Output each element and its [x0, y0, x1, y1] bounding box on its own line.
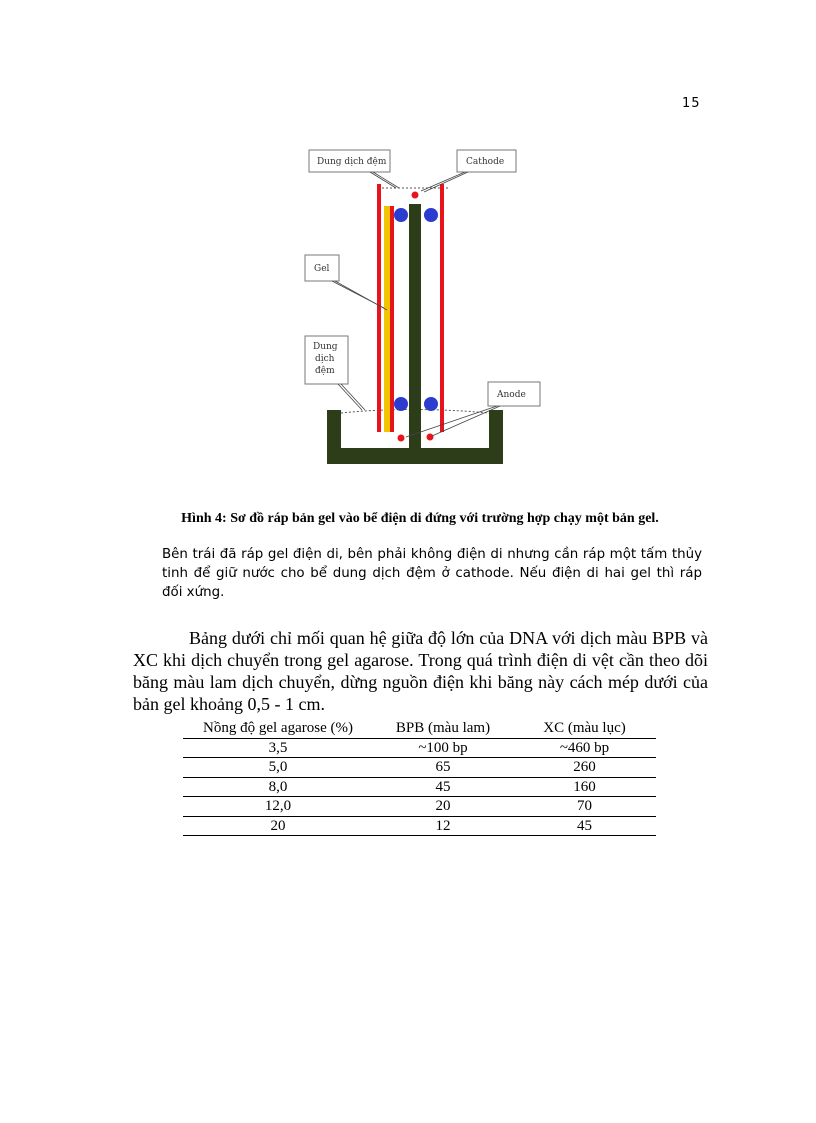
- table-cell: 45: [513, 816, 656, 836]
- callout-cathode: Cathode: [466, 157, 505, 167]
- callout-line-buffer-bottom: [338, 384, 362, 410]
- table-cell: 5,0: [183, 758, 373, 778]
- table-cell: 12: [373, 816, 513, 836]
- diagram-svg: [300, 148, 550, 468]
- cathode-electrode: [412, 192, 419, 199]
- table-row: [183, 777, 656, 797]
- table-row: [183, 816, 656, 836]
- table-cell: 65: [373, 758, 513, 778]
- table-cell: 70: [513, 797, 656, 817]
- callout-gel: Gel: [314, 264, 330, 274]
- table-cell: 20: [373, 797, 513, 817]
- figure-title-text: : Sơ đồ ráp bản gel vào bể điện di đứng với trường hợp chạy một bản gel.: [222, 511, 659, 526]
- callout-buffer-bottom-1: Dung: [313, 342, 338, 352]
- glass-plate-inner: [390, 206, 394, 432]
- comb-center: [409, 204, 421, 464]
- glass-plate-left: [377, 184, 381, 432]
- gel-layer: [384, 206, 390, 432]
- page-number: 15: [682, 96, 701, 111]
- figure-label: Hình 4: [181, 511, 223, 526]
- table-cell: 45: [373, 777, 513, 797]
- anode-electrode-right: [427, 434, 434, 441]
- body-paragraph: [133, 627, 708, 715]
- table-cell: 260: [513, 758, 656, 778]
- figure-description: Bên trái đã ráp gel điện di, bên phải không điện di nhưng cần ráp một tấm thủy tinh để giữ nước cho bể dung dịch đệm ở cathode. Nếu điện di hai gel thì ráp đối xứng.: [162, 547, 702, 600]
- table-cell: ~100 bp: [373, 738, 513, 758]
- body-paragraph-text: Bảng dưới chỉ mối quan hệ giữa độ lớn của DNA với dịch màu BPB và XC khi dịch chuyển trong gel agarose. Trong quá trình điện di vệt cần theo dõi băng màu lam dịch chuyển, dừng nguồn điện khi băng này cách mép dưới của bản gel khoảng 0,5 - 1 cm.: [133, 628, 708, 714]
- table-row: [183, 758, 656, 778]
- table-row: [183, 797, 656, 817]
- clamp-top-right: [424, 208, 438, 222]
- col-header-bpb: BPB (màu lam): [373, 719, 513, 738]
- callout-buffer-bottom-2: dịch: [315, 354, 335, 364]
- table-cell: 160: [513, 777, 656, 797]
- callout-anode: Anode: [497, 390, 526, 400]
- table-cell: ~460 bp: [513, 738, 656, 758]
- table-header-row: [183, 719, 656, 738]
- glass-plate-right: [440, 184, 444, 432]
- callout-buffer-top: Dung dịch đệm: [317, 157, 387, 167]
- clamp-bottom-left: [394, 397, 408, 411]
- anode-electrode-left: [398, 435, 405, 442]
- table-row: [183, 738, 656, 758]
- table-cell: 20: [183, 816, 373, 836]
- dye-migration-table: [183, 719, 656, 836]
- clamp-top-left: [394, 208, 408, 222]
- callout-line-buffer-top: [370, 172, 396, 188]
- clamp-bottom-right: [424, 397, 438, 411]
- table-cell: 12,0: [183, 797, 373, 817]
- col-header-concentration: Nồng độ gel agarose (%): [183, 719, 373, 738]
- table-cell: 8,0: [183, 777, 373, 797]
- col-header-xc: XC (màu lục): [513, 719, 656, 738]
- callout-buffer-bottom-3: đệm: [315, 366, 335, 376]
- table-cell: 3,5: [183, 738, 373, 758]
- gel-tank-diagram: [300, 148, 550, 468]
- figure-caption-title: [150, 510, 690, 528]
